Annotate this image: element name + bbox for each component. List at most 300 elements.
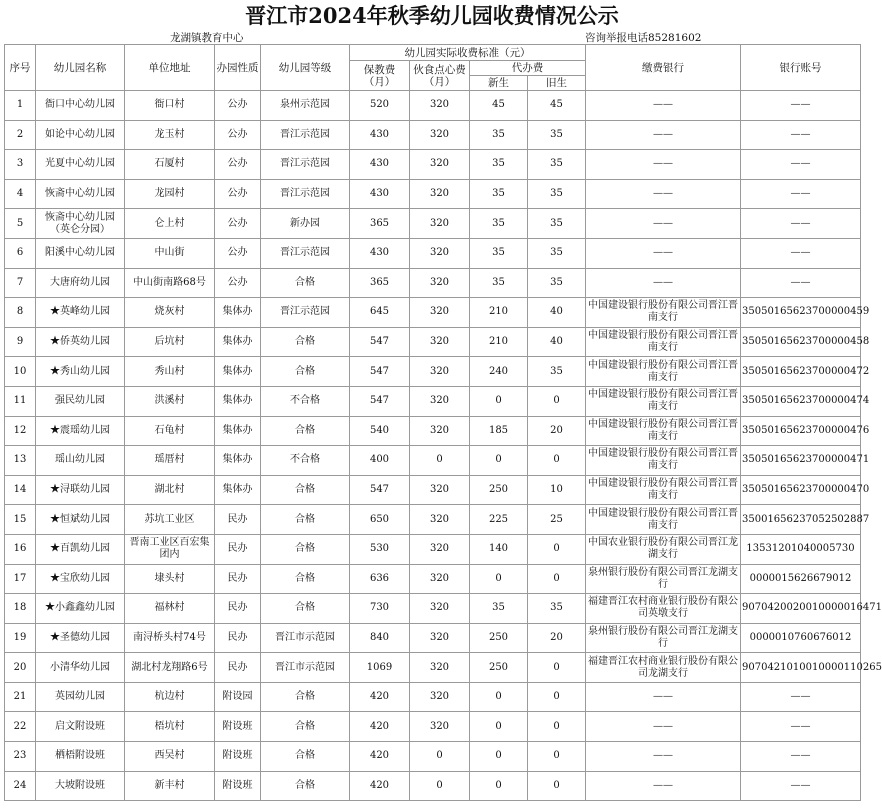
table-row [5,505,861,535]
cell-level: 晋江示范园 [261,298,350,328]
cell-level: 晋江示范园 [261,150,350,180]
cell-no: 12 [5,416,36,446]
cell-nature: 民办 [215,534,261,564]
cell-new-student-fee: 35 [470,120,528,150]
cell-level: 合格 [261,327,350,357]
cell-kindergarten-name: ★宝欣幼儿园 [36,564,125,594]
cell-meal-fee: 320 [410,623,470,653]
cell-new-student-fee: 225 [470,505,528,535]
cell-old-student-fee: 0 [528,446,586,476]
table-row [5,682,861,712]
cell-care-fee: 400 [350,446,410,476]
cell-level: 合格 [261,357,350,387]
header-bank: 缴费银行 [586,45,741,91]
table-row [5,268,861,298]
cell-kindergarten-name: 小清华幼儿园 [36,653,125,683]
cell-care-fee: 530 [350,534,410,564]
cell-account: —— [741,712,861,742]
cell-bank: 中国农业银行股份有限公司晋江龙湖支行 [586,534,741,564]
header-meal-fee: 伙食点心费（月） [410,61,470,91]
cell-account: 35050165623700000471 [741,446,861,476]
cell-no: 5 [5,209,36,239]
cell-meal-fee: 320 [410,268,470,298]
fee-table-body [5,91,882,801]
table-row [5,712,861,742]
cell-level: 晋江示范园 [261,238,350,268]
cell-level: 合格 [261,268,350,298]
cell-kindergarten-name: ★英峰幼儿园 [36,298,125,328]
cell-bank: —— [586,179,741,209]
cell-meal-fee: 320 [410,327,470,357]
cell-new-student-fee: 45 [470,91,528,121]
cell-address: 后坑村 [125,327,215,357]
cell-address: 石厦村 [125,150,215,180]
cell-bank: 福建晋江农村商业银行股份有限公司龙湖支行 [586,653,741,683]
cell-account: 35001656237052502887 [741,505,861,535]
cell-account: —— [741,209,861,239]
cell-account: 35050165623700000476 [741,416,861,446]
cell-no: 6 [5,238,36,268]
cell-new-student-fee: 35 [470,179,528,209]
table-row [5,742,861,772]
cell-kindergarten-name: ★秀山幼儿园 [36,357,125,387]
table-row [5,771,861,801]
cell-old-student-fee: 0 [528,712,586,742]
cell-new-student-fee: 35 [470,594,528,624]
cell-bank: —— [586,712,741,742]
cell-bank: 中国建设银行股份有限公司晋江晋南支行 [586,475,741,505]
cell-nature: 民办 [215,653,261,683]
cell-bank: 泉州银行股份有限公司晋江龙湖支行 [586,623,741,653]
cell-level: 晋江市示范园 [261,623,350,653]
cell-address: 中山街南路68号 [125,268,215,298]
cell-no: 16 [5,534,36,564]
cell-account: —— [741,91,861,121]
cell-old-student-fee: 0 [528,653,586,683]
cell-care-fee: 840 [350,623,410,653]
cell-care-fee: 547 [350,327,410,357]
cell-new-student-fee: 185 [470,416,528,446]
cell-level: 合格 [261,416,350,446]
cell-no: 11 [5,386,36,416]
cell-account: 35050165623700000470 [741,475,861,505]
table-row [5,327,861,357]
cell-meal-fee: 320 [410,298,470,328]
cell-meal-fee: 320 [410,179,470,209]
cell-meal-fee: 320 [410,357,470,387]
cell-level: 新办园 [261,209,350,239]
cell-meal-fee: 320 [410,91,470,121]
cell-old-student-fee: 35 [528,594,586,624]
table-row [5,446,861,476]
cell-old-student-fee: 40 [528,327,586,357]
cell-bank: 中国建设银行股份有限公司晋江晋南支行 [586,386,741,416]
cell-account: —— [741,150,861,180]
cell-bank: 中国建设银行股份有限公司晋江晋南支行 [586,298,741,328]
cell-level: 不合格 [261,446,350,476]
cell-old-student-fee: 0 [528,742,586,772]
cell-old-student-fee: 40 [528,298,586,328]
cell-kindergarten-name: ★震瑶幼儿园 [36,416,125,446]
cell-bank: 福建晋江农村商业银行股份有限公司英墩支行 [586,594,741,624]
cell-level: 晋江示范园 [261,179,350,209]
cell-no: 2 [5,120,36,150]
cell-no: 24 [5,771,36,801]
cell-new-student-fee: 210 [470,327,528,357]
cell-account: 9070420020010000016471 [741,594,861,624]
cell-no: 15 [5,505,36,535]
cell-address: 杭边村 [125,682,215,712]
cell-address: 湖北村 [125,475,215,505]
cell-bank: —— [586,238,741,268]
table-row [5,238,861,268]
cell-care-fee: 540 [350,416,410,446]
cell-level: 合格 [261,594,350,624]
table-row [5,594,861,624]
cell-nature: 附设园 [215,682,261,712]
cell-level: 合格 [261,534,350,564]
table-row [5,150,861,180]
cell-level: 合格 [261,564,350,594]
cell-account: —— [741,268,861,298]
table-row [5,357,861,387]
cell-account: 35050165623700000459 [741,298,861,328]
cell-no: 18 [5,594,36,624]
cell-bank: —— [586,150,741,180]
cell-nature: 公办 [215,238,261,268]
cell-kindergarten-name: ★浔联幼儿园 [36,475,125,505]
cell-account: —— [741,742,861,772]
cell-care-fee: 420 [350,682,410,712]
cell-meal-fee: 320 [410,150,470,180]
cell-old-student-fee: 35 [528,268,586,298]
cell-meal-fee: 320 [410,209,470,239]
table-row [5,209,861,239]
cell-no: 10 [5,357,36,387]
cell-care-fee: 730 [350,594,410,624]
cell-kindergarten-name: 瑶山幼儿园 [36,446,125,476]
cell-nature: 公办 [215,179,261,209]
cell-nature: 公办 [215,209,261,239]
cell-new-student-fee: 0 [470,564,528,594]
header-new-student: 新生 [470,76,528,91]
cell-level: 不合格 [261,386,350,416]
cell-new-student-fee: 250 [470,623,528,653]
table-row [5,564,861,594]
cell-account: 35050165623700000472 [741,357,861,387]
cell-address: 福林村 [125,594,215,624]
header-agency-fee: 代办费 [470,61,586,76]
cell-account: —— [741,771,861,801]
cell-account: —— [741,179,861,209]
cell-address: 龙玉村 [125,120,215,150]
cell-new-student-fee: 0 [470,446,528,476]
cell-new-student-fee: 35 [470,238,528,268]
cell-kindergarten-name: 恢斋中心幼儿园（英仑分园） [36,209,125,239]
subtitle-row [0,30,864,44]
cell-nature: 民办 [215,594,261,624]
cell-kindergarten-name: ★小鑫鑫幼儿园 [36,594,125,624]
cell-care-fee: 1069 [350,653,410,683]
cell-address: 湖北村龙翔路6号 [125,653,215,683]
cell-address: 龙园村 [125,179,215,209]
cell-account: 13531201040005730 [741,534,861,564]
cell-care-fee: 547 [350,357,410,387]
cell-kindergarten-name: 衙口中心幼儿园 [36,91,125,121]
cell-nature: 公办 [215,150,261,180]
cell-account: 9070421010010000110265 [741,653,861,683]
cell-kindergarten-name: 启文附设班 [36,712,125,742]
cell-address: 瑶厝村 [125,446,215,476]
cell-old-student-fee: 25 [528,505,586,535]
table-row [5,386,861,416]
cell-address: 南浔桥头村74号 [125,623,215,653]
table-row [5,653,861,683]
cell-bank: —— [586,742,741,772]
header-account: 银行账号 [741,45,861,91]
cell-kindergarten-name: ★圣德幼儿园 [36,623,125,653]
cell-meal-fee: 320 [410,712,470,742]
table-row [5,91,861,121]
cell-account: 35050165623700000474 [741,386,861,416]
cell-account: 0000010760676012 [741,623,861,653]
cell-new-student-fee: 250 [470,653,528,683]
cell-kindergarten-name: 英园幼儿园 [36,682,125,712]
cell-no: 19 [5,623,36,653]
cell-nature: 集体办 [215,298,261,328]
cell-kindergarten-name: 强民幼儿园 [36,386,125,416]
table-row [5,179,861,209]
cell-address: 仑上村 [125,209,215,239]
cell-account: 0000015626679012 [741,564,861,594]
cell-meal-fee: 320 [410,682,470,712]
cell-address: 埭头村 [125,564,215,594]
cell-level: 合格 [261,712,350,742]
cell-old-student-fee: 0 [528,682,586,712]
cell-new-student-fee: 35 [470,268,528,298]
header-name: 幼儿园名称 [36,45,125,91]
cell-nature: 集体办 [215,386,261,416]
cell-account: —— [741,682,861,712]
cell-no: 1 [5,91,36,121]
cell-account: —— [741,238,861,268]
cell-no: 17 [5,564,36,594]
cell-address: 洪溪村 [125,386,215,416]
cell-bank: 中国建设银行股份有限公司晋江晋南支行 [586,357,741,387]
cell-bank: —— [586,268,741,298]
cell-level: 合格 [261,682,350,712]
cell-new-student-fee: 240 [470,357,528,387]
fee-table [4,44,882,801]
cell-bank: —— [586,91,741,121]
cell-care-fee: 420 [350,771,410,801]
cell-nature: 民办 [215,623,261,653]
cell-old-student-fee: 20 [528,416,586,446]
cell-old-student-fee: 35 [528,209,586,239]
cell-bank: —— [586,682,741,712]
cell-account: 35050165623700000458 [741,327,861,357]
cell-no: 7 [5,268,36,298]
cell-no: 4 [5,179,36,209]
cell-old-student-fee: 0 [528,771,586,801]
cell-no: 23 [5,742,36,772]
cell-address: 烧灰村 [125,298,215,328]
cell-old-student-fee: 0 [528,386,586,416]
cell-address: 梧坑村 [125,712,215,742]
cell-kindergarten-name: 大唐府幼儿园 [36,268,125,298]
table-row [5,120,861,150]
cell-new-student-fee: 0 [470,712,528,742]
cell-no: 14 [5,475,36,505]
cell-kindergarten-name: 阳溪中心幼儿园 [36,238,125,268]
header-level: 幼儿园等级 [261,45,350,91]
cell-address: 新丰村 [125,771,215,801]
cell-bank: 中国建设银行股份有限公司晋江晋南支行 [586,505,741,535]
cell-old-student-fee: 0 [528,564,586,594]
cell-care-fee: 430 [350,179,410,209]
cell-meal-fee: 320 [410,505,470,535]
cell-care-fee: 650 [350,505,410,535]
cell-new-student-fee: 0 [470,386,528,416]
cell-no: 21 [5,682,36,712]
cell-address: 晋南工业区百宏集团内 [125,534,215,564]
cell-bank: 泉州银行股份有限公司晋江龙湖支行 [586,564,741,594]
header-no: 序号 [5,45,36,91]
cell-no: 3 [5,150,36,180]
cell-old-student-fee: 45 [528,91,586,121]
cell-no: 9 [5,327,36,357]
cell-care-fee: 420 [350,712,410,742]
cell-level: 合格 [261,475,350,505]
cell-level: 合格 [261,771,350,801]
cell-nature: 集体办 [215,357,261,387]
cell-kindergarten-name: ★侨英幼儿园 [36,327,125,357]
cell-nature: 附设班 [215,742,261,772]
cell-meal-fee: 320 [410,120,470,150]
cell-bank: —— [586,209,741,239]
cell-care-fee: 547 [350,386,410,416]
cell-old-student-fee: 0 [528,534,586,564]
header-old-student: 旧生 [528,76,586,91]
cell-kindergarten-name: 大坡附设班 [36,771,125,801]
cell-old-student-fee: 35 [528,179,586,209]
cell-bank: —— [586,120,741,150]
cell-nature: 民办 [215,505,261,535]
cell-care-fee: 430 [350,150,410,180]
cell-level: 合格 [261,505,350,535]
cell-care-fee: 520 [350,91,410,121]
cell-new-student-fee: 140 [470,534,528,564]
cell-meal-fee: 320 [410,416,470,446]
table-row [5,534,861,564]
cell-level: 泉州示范园 [261,91,350,121]
cell-meal-fee: 320 [410,475,470,505]
cell-nature: 附设班 [215,712,261,742]
cell-bank: 中国建设银行股份有限公司晋江晋南支行 [586,327,741,357]
cell-new-student-fee: 35 [470,209,528,239]
cell-nature: 民办 [215,564,261,594]
cell-meal-fee: 0 [410,742,470,772]
cell-kindergarten-name: ★恒斌幼儿园 [36,505,125,535]
cell-nature: 公办 [215,91,261,121]
cell-address: 石龟村 [125,416,215,446]
cell-new-student-fee: 35 [470,150,528,180]
education-center-label: 龙湖镇教育中心 [170,32,244,44]
cell-account: —— [741,120,861,150]
header-address: 单位地址 [125,45,215,91]
cell-new-student-fee: 0 [470,771,528,801]
cell-bank: 中国建设银行股份有限公司晋江晋南支行 [586,416,741,446]
cell-nature: 集体办 [215,327,261,357]
cell-no: 20 [5,653,36,683]
cell-kindergarten-name: 恢斋中心幼儿园 [36,179,125,209]
cell-bank: —— [586,771,741,801]
cell-meal-fee: 320 [410,594,470,624]
cell-care-fee: 430 [350,120,410,150]
cell-old-student-fee: 35 [528,120,586,150]
table-row [5,416,861,446]
cell-care-fee: 547 [350,475,410,505]
cell-address: 衙口村 [125,91,215,121]
cell-meal-fee: 320 [410,564,470,594]
cell-nature: 公办 [215,268,261,298]
cell-no: 8 [5,298,36,328]
cell-care-fee: 420 [350,742,410,772]
cell-address: 中山街 [125,238,215,268]
cell-nature: 集体办 [215,416,261,446]
cell-care-fee: 645 [350,298,410,328]
cell-bank: 中国建设银行股份有限公司晋江晋南支行 [586,446,741,476]
cell-address: 西吴村 [125,742,215,772]
cell-meal-fee: 0 [410,771,470,801]
cell-address: 苏坑工业区 [125,505,215,535]
cell-kindergarten-name: 如论中心幼儿园 [36,120,125,150]
cell-care-fee: 430 [350,238,410,268]
table-row [5,623,861,653]
cell-level: 晋江市示范园 [261,653,350,683]
cell-old-student-fee: 35 [528,357,586,387]
cell-level: 合格 [261,742,350,772]
cell-new-student-fee: 0 [470,682,528,712]
cell-no: 22 [5,712,36,742]
table-row [5,298,861,328]
cell-nature: 附设班 [215,771,261,801]
cell-kindergarten-name: 栖梧附设班 [36,742,125,772]
cell-care-fee: 365 [350,268,410,298]
header-nature: 办园性质 [215,45,261,91]
cell-new-student-fee: 210 [470,298,528,328]
cell-no: 13 [5,446,36,476]
cell-meal-fee: 0 [410,446,470,476]
cell-meal-fee: 320 [410,534,470,564]
header-care-fee: 保教费（月） [350,61,410,91]
cell-meal-fee: 320 [410,386,470,416]
cell-care-fee: 636 [350,564,410,594]
cell-old-student-fee: 35 [528,238,586,268]
cell-nature: 集体办 [215,446,261,476]
page-title: 晋江市2024年秋季幼儿园收费情况公示 [245,3,619,28]
table-row [5,475,861,505]
cell-meal-fee: 320 [410,653,470,683]
cell-address: 秀山村 [125,357,215,387]
cell-kindergarten-name: ★百凯幼儿园 [36,534,125,564]
cell-nature: 公办 [215,120,261,150]
cell-nature: 集体办 [215,475,261,505]
cell-care-fee: 365 [350,209,410,239]
cell-old-student-fee: 20 [528,623,586,653]
cell-kindergarten-name: 光夏中心幼儿园 [36,150,125,180]
header-standard: 幼儿园实际收费标准（元） [350,45,586,61]
